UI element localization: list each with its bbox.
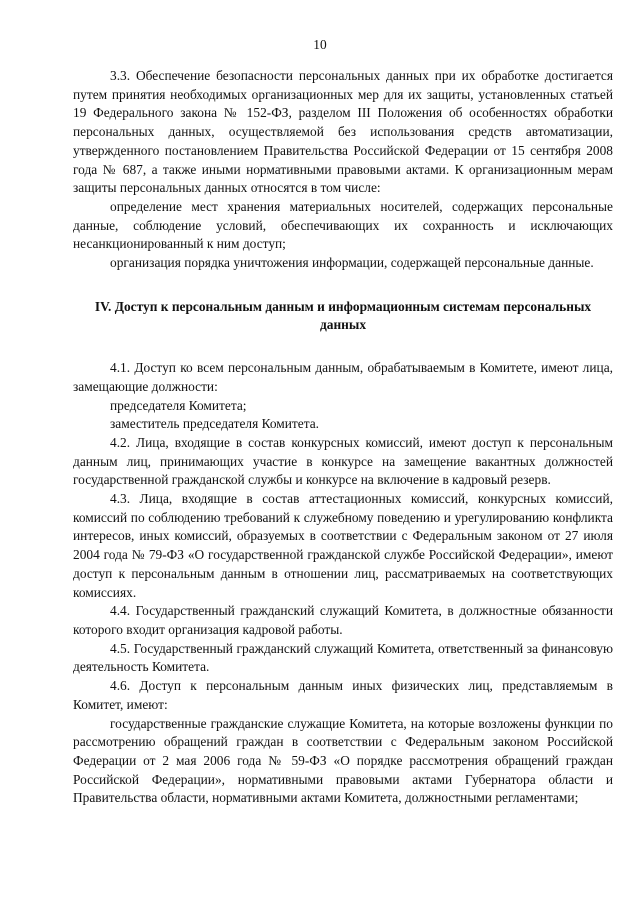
paragraph-4-5: 4.5. Государственный гражданский служащий Комитета, ответственный за финансовую деятельность Комитета. xyxy=(73,640,613,675)
paragraph-storage: определение мест хранения материальных носителей, содержащих персональные данные, соблюдение условий, обеспечивающих их сохранность и исключающих несанкционированный к ним доступ; xyxy=(73,198,613,252)
paragraph-chairman: председателя Комитета; xyxy=(110,397,247,413)
paragraph-4-2: 4.2. Лица, входящие в состав конкурсных комиссий, имеют доступ к персональным данным лиц, принимающих участие в конкурсе на замещение вакантных должностей государственной гражданской службы и конкурсе на включение в кадровый резерв. xyxy=(73,434,613,488)
paragraph-4-1: 4.1. Доступ ко всем персональным данным, обрабатываемым в Комитете, имеют лица, замещающие должности: xyxy=(73,360,613,394)
paragraph-deputy: заместитель председателя Комитета. xyxy=(110,416,320,432)
paragraph-3-3: 3.3. Обеспечение безопасности персональных данных при их обработке достигается путем принятия необходимых организационных мер для их защиты, установленных статьей 19 Федерального закона № 152-ФЗ, разделом III Положения об особенностях обработки персональных данных, осуществляемой без использования средств автоматизации, утвержденного постановлением Правительства Российской Федерации от 15 сентября 2008 года № 687, а также иными нормативными правовыми актами. К организационным мерам защиты персональных данных относятся в том числе: xyxy=(73,68,613,196)
section-heading: IV. Доступ к персональным данным и информационным системам персональных данных xyxy=(94,298,592,333)
paragraph-4-6: 4.6. Доступ к персональным данным иных физических лиц, представляемым в Комитет, имеют: xyxy=(73,678,613,712)
paragraph-4-4: 4.4. Государственный гражданский служащий Комитета, в должностные обязанности которого входит организация кадровой работы. xyxy=(73,603,613,637)
paragraph-civil-servants: государственные гражданские служащие Комитета, на которые возложены функции по рассмотрению обращений граждан в соответствии с Федеральным законом Российской Федерации от 2 мая 2006 года № 59-ФЗ «О порядке рассмотрения обращений граждан Российской Федерации», нормативными правовыми актами Губернатора области и Правительства области, нормативными актами Комитета, должностными регламентами; xyxy=(73,715,613,806)
document-body xyxy=(73,67,613,808)
paragraph-4-3: 4.3. Лица, входящие в состав аттестационных комиссий, конкурсных комиссий, комиссий по соблюдению требований к служебному поведению и урегулированию конфликта интересов, иных комиссий, образуемых в соответствии с Федеральным законом от 27 июля 2004 года № 79-ФЗ «О государственной гражданской службе Российской Федерации», имеют доступ к персональным данным в отношении лиц, рассматриваемых на соответствующих комиссиях. xyxy=(73,491,613,600)
page-number: 10 xyxy=(313,37,327,52)
paragraph-destruction: организация порядка уничтожения информации, содержащей персональные данные. xyxy=(110,255,594,271)
